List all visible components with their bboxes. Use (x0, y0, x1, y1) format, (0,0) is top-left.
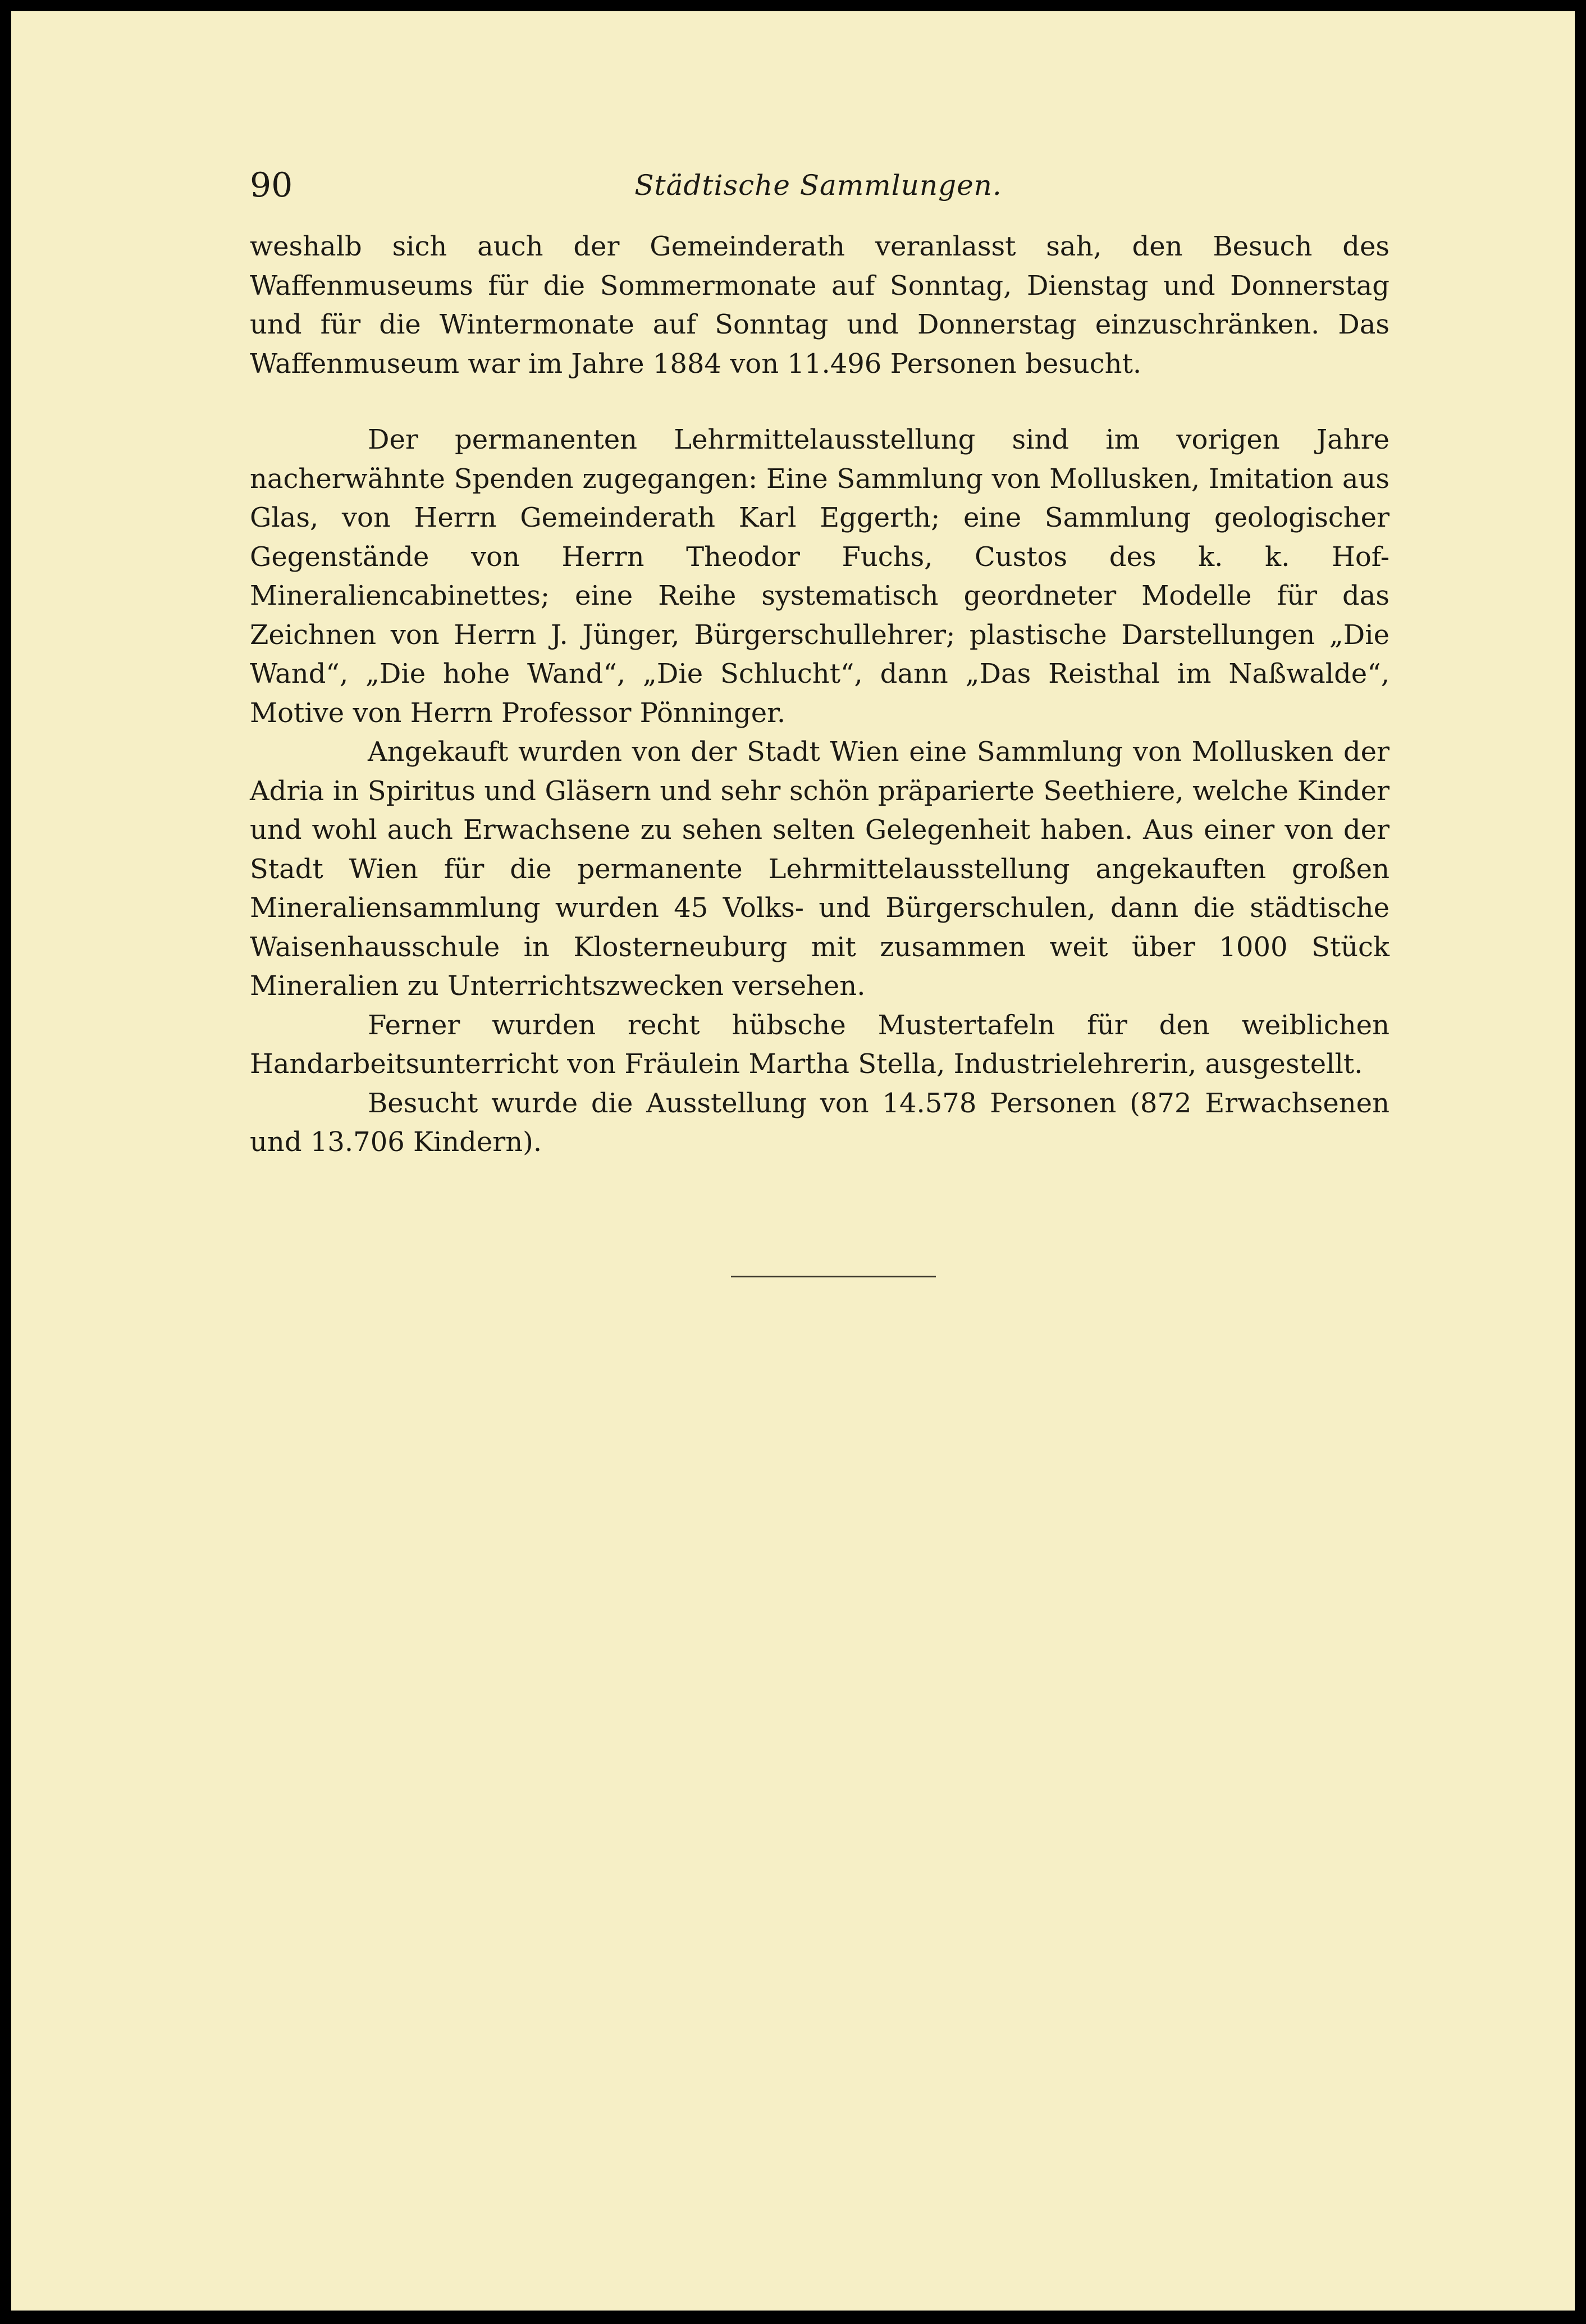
section-divider (731, 1276, 936, 1277)
paragraph-mustertafeln: Ferner wurden recht hübsche Mustertafeln für den weiblichen Handarbeitsunterricht von Fräulein Martha Stella, Industrielehrerin, ausgestellt. (250, 1009, 1390, 1080)
paragraph-angekauft: Angekauft wurden von der Stadt Wien eine Sammlung von Mollusken der Adria in Spiritus und Gläsern und sehr schön präparierte Seethiere, welche Kinder und wohl auch Erwachsene zu sehen selten Gelegenheit haben. Aus einer von der Stadt Wien für die permanente Lehrmittelausstellung angekauften großen Mineraliensammlung wurden 45 Volks- und Bürgerschulen, dann die städtische Waisenhausschule in Klosterneuburg mit zusammen weit über 1000 Stück Mineralien zu Unterrichtszwecken versehen. (250, 736, 1390, 1002)
body-text (250, 227, 1390, 1162)
running-title: Städtische Sammlungen. (634, 169, 1002, 202)
document-page (11, 11, 1575, 2311)
paragraph-besucht: Besucht wurde die Ausstellung von 14.578 Personen (872 Erwachsenen und 13.706 Kindern). (250, 1087, 1390, 1158)
page-header (250, 160, 1387, 211)
page-number: 90 (250, 166, 293, 205)
paragraph-waffenmuseum: weshalb sich auch der Gemeinderath veranlasst sah, den Besuch des Waffenmuseums für die Sommermonate auf Sonntag, Dienstag und Donnerstag und für die Wintermonate auf Sonntag und Donnerstag einzuschränken. Das Waffenmuseum war im Jahre 1884 von 11.496 Personen besucht. (250, 231, 1390, 380)
paragraph-spenden: Der permanenten Lehrmittelausstellung sind im vorigen Jahre nacherwähnte Spenden zugegangen: Eine Sammlung von Mollusken, Imitation aus Glas, von Herrn Gemeinderath Karl Eggerth; eine Sammlung geologischer Gegenstände von Herrn Theodor Fuchs, Custos des k. k. Hof-Mineraliencabinettes; eine Reihe systematisch geordneter Modelle für das Zeichnen von Herrn J. Jünger, Bürgerschullehrer; plastische Darstellungen „Die Wand“, „Die hohe Wand“, „Die Schlucht“, dann „Das Reisthal im Naßwalde“, Motive von Herrn Professor Pönninger. (250, 424, 1390, 729)
